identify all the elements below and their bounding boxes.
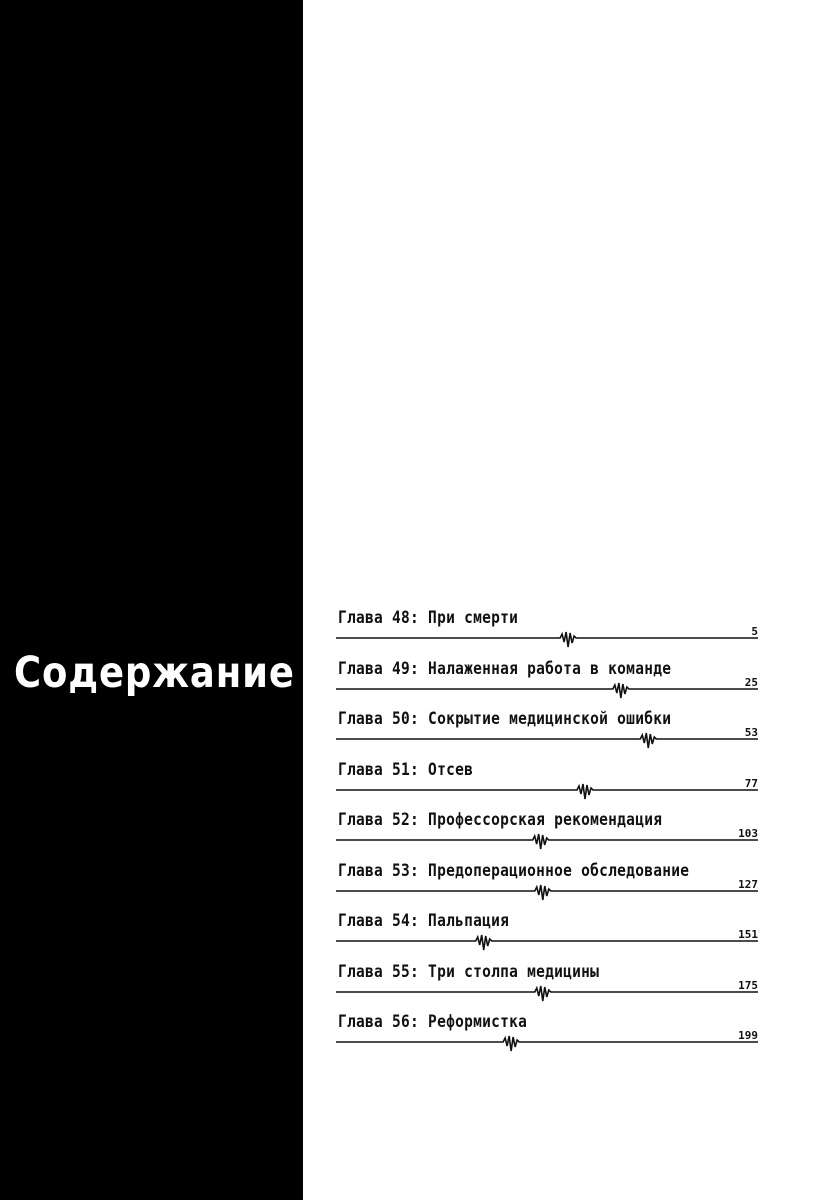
heartbeat-line-icon (336, 628, 758, 648)
toc-entry-title: Глава 56: Реформистка (338, 1012, 528, 1031)
heartbeat-line (336, 784, 758, 799)
toc-entry[interactable] (336, 800, 760, 851)
toc-entry[interactable] (336, 952, 760, 1003)
heartbeat-line-icon (336, 982, 758, 1002)
toc-entry[interactable] (336, 901, 760, 952)
table-of-contents (336, 598, 760, 1053)
toc-entry-page-number: 77 (744, 776, 758, 790)
toc-entry-title: Глава 49: Налаженная работа в команде (338, 658, 672, 678)
toc-entry[interactable] (336, 851, 760, 902)
heartbeat-line (336, 834, 758, 849)
heartbeat-line-icon (336, 729, 758, 749)
heartbeat-line (336, 885, 758, 900)
toc-entry[interactable] (336, 649, 760, 700)
toc-entry[interactable] (336, 750, 760, 801)
page-title: Содержание (14, 648, 295, 698)
heartbeat-line-icon (336, 679, 758, 699)
heartbeat-line-icon (336, 1032, 758, 1052)
heartbeat-line (336, 733, 758, 748)
heartbeat-line-icon (336, 830, 758, 850)
black-side-panel (0, 0, 303, 1200)
toc-entry-title: Глава 52: Профессорская рекомендация (338, 810, 663, 829)
toc-entry[interactable] (336, 1002, 760, 1053)
heartbeat-line (336, 986, 758, 1001)
toc-entry-page-number: 25 (744, 675, 758, 689)
toc-entry-title: Глава 48: При смерти (338, 608, 519, 627)
toc-entry-page-number: 127 (738, 877, 758, 891)
heartbeat-line-icon (336, 881, 758, 901)
toc-entry-title: Глава 51: Отсев (338, 759, 474, 779)
toc-entry-page-number: 199 (738, 1029, 758, 1042)
toc-entry-page-number: 103 (738, 827, 758, 840)
heartbeat-line (336, 683, 758, 698)
toc-entry-title: Глава 53: Предоперационное обследование (338, 860, 690, 880)
toc-entry-title: Глава 54: Пальпация (338, 911, 510, 930)
heartbeat-line (336, 632, 758, 647)
toc-entry-page-number: 5 (751, 625, 758, 638)
toc-entry-title: Глава 50: Сокрытие медицинской ошибки (338, 709, 672, 728)
heartbeat-line (336, 1036, 758, 1051)
toc-entry-page-number: 175 (738, 978, 758, 992)
toc-entry-page-number: 151 (738, 928, 758, 941)
heartbeat-line-icon (336, 780, 758, 800)
toc-entry[interactable] (336, 699, 760, 750)
toc-entry-title: Глава 55: Три столпа медицины (338, 961, 600, 981)
toc-entry-page-number: 53 (744, 726, 758, 739)
heartbeat-line-icon (336, 931, 758, 951)
toc-entry[interactable] (336, 598, 760, 649)
heartbeat-line (336, 935, 758, 950)
